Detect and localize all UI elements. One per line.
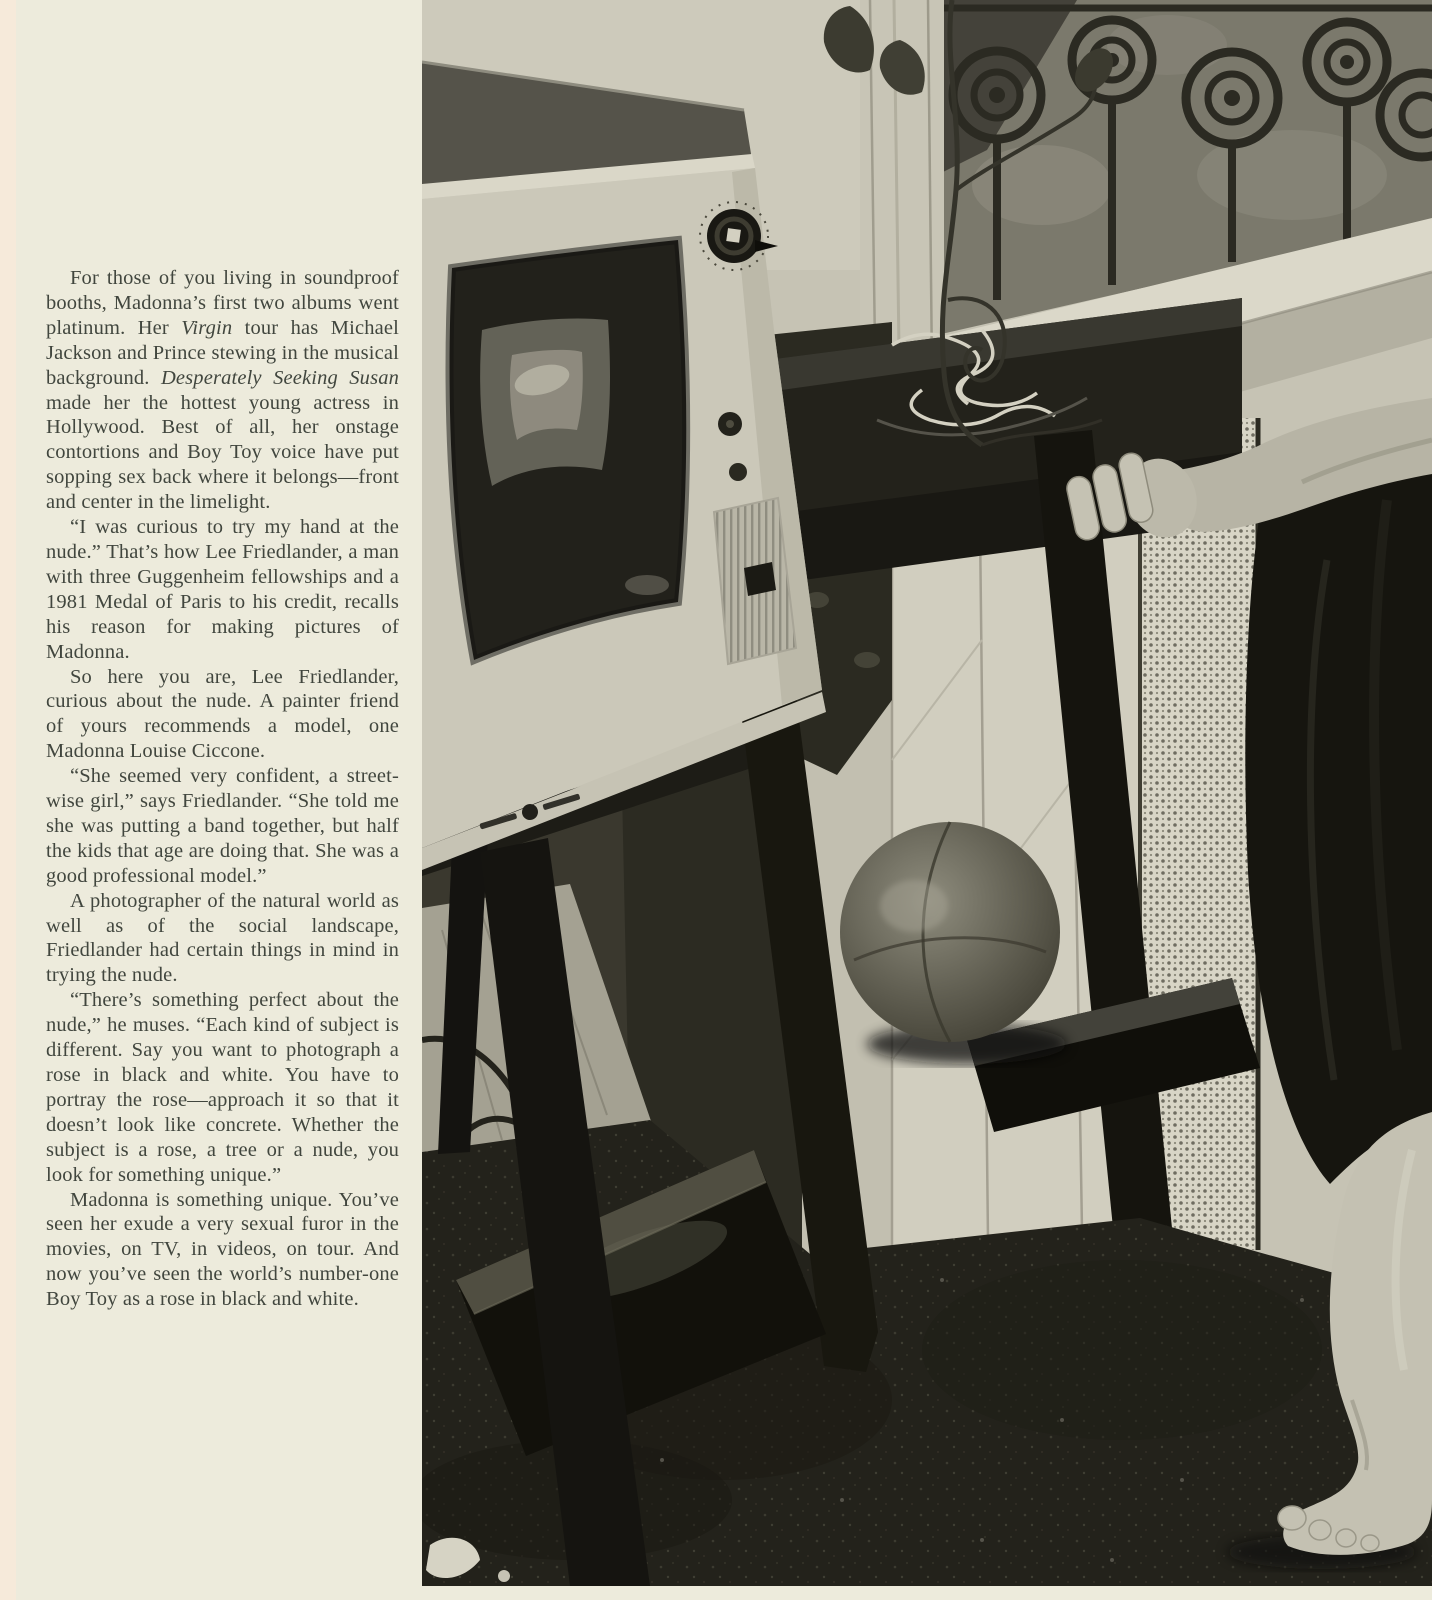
- paper-scrap-small: [498, 1570, 510, 1582]
- page-edge-strip: [0, 0, 16, 1600]
- article-paragraph: “I was curious to try my hand at the nude.” That’s how Lee Friedlander, a man with three Guggenheim fellowships and a 1981 Medal of Paris to his credit, recalls his reason for making pictures of Madonna.: [46, 516, 399, 663]
- article-paragraph: So here you are, Lee Friedlander, curious about the nude. A painter friend of yours recommends a model, one Madonna Louise Ciccone.: [46, 665, 399, 763]
- big-toe: [1278, 1506, 1306, 1530]
- article-paragraph: For those of you living in soundproof booths, Madonna’s first two albums went platinum. Her Virgin tour has Michael Jackson and Prince stewing in the musical background. Desperately Seeking Susan made her the hottest young actress in Hollywood. Best of all, her onstage contortions and Boy Toy voice have put sopping sex back where it belongs—front and center in the limelight.: [46, 267, 399, 514]
- article-paragraph: “There’s something perfect about the nude,” he muses. “Each kind of subject is different. Say you want to photograph a rose in black and white. You have to portray the rose—approach it so that it doesn’t look like concrete. Whether the subject is a rose, a tree or a nude, you look for something unique.”: [46, 989, 399, 1186]
- article-paragraph: “She seemed very confident, a street-wise girl,” says Friedlander. “She told me she was putting a band together, but half the kids that age are doing that. She was a good professional model.”: [46, 765, 399, 887]
- photo-illustration: [422, 0, 1432, 1586]
- tv-small-knob: [729, 463, 747, 481]
- article-paragraph: A photographer of the natural world as well as of the social landscape, Friedlander had certain things in mind in trying the nude.: [46, 889, 399, 987]
- article-column: [46, 266, 399, 1312]
- article-paragraph: Madonna is something unique. You’ve seen her exude a very sexual furor in the movies, on TV, in videos, on tour. And now you’ve seen the world’s number-one Boy Toy as a rose in black and white.: [46, 1188, 399, 1311]
- photo-madonna-room: [422, 0, 1432, 1586]
